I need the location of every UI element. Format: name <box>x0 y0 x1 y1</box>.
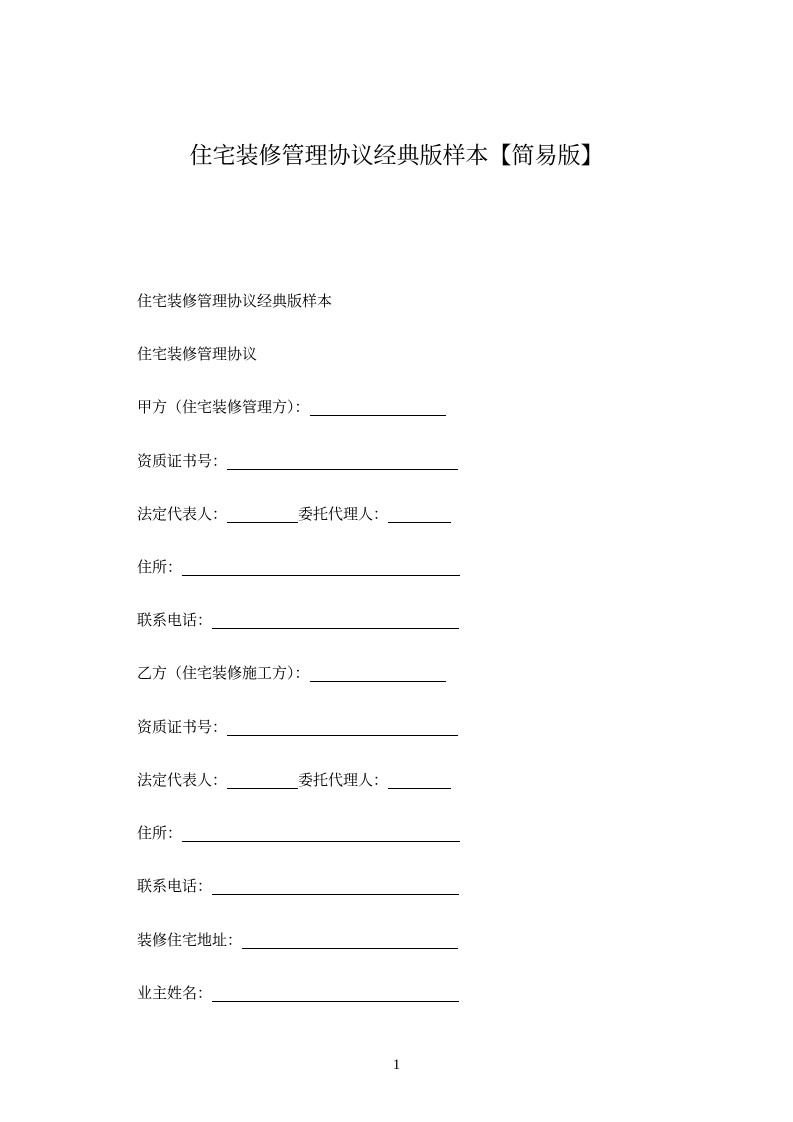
owner-name-label: 业主姓名： <box>137 984 213 1002</box>
party-b-phone-label: 联系电话： <box>137 877 213 895</box>
renovation-address-row <box>137 927 458 953</box>
agreement-name <box>137 341 257 367</box>
renovation-address-label: 装修住宅地址： <box>137 931 243 949</box>
party-b-agent-blank[interactable] <box>388 769 451 789</box>
party-b-legal-rep-blank[interactable] <box>227 769 298 789</box>
party-b-row <box>137 660 446 686</box>
party-a-address-label: 住所： <box>137 558 183 576</box>
party-b-legal-rep-label: 法定代表人： <box>137 771 228 789</box>
party-b-license-label: 资质证书号： <box>137 718 228 736</box>
party-b-blank[interactable] <box>310 662 446 682</box>
party-b-rep-row <box>137 767 451 793</box>
party-b-address-blank[interactable] <box>182 822 460 842</box>
party-b-license-blank[interactable] <box>227 716 458 736</box>
party-a-blank[interactable] <box>310 396 446 416</box>
party-b-address-label: 住所： <box>137 824 183 842</box>
party-a-phone-row <box>137 607 459 633</box>
party-b-phone-row <box>137 873 459 899</box>
party-a-rep-row <box>137 501 451 527</box>
party-a-license-label: 资质证书号： <box>137 452 228 470</box>
party-b-agent-label: 委托代理人： <box>298 771 389 789</box>
party-a-agent-blank[interactable] <box>388 503 451 523</box>
party-a-row <box>137 394 446 420</box>
party-a-legal-rep-label: 法定代表人： <box>137 505 228 523</box>
party-a-license-row <box>137 448 458 474</box>
party-a-license-blank[interactable] <box>227 450 458 470</box>
party-a-agent-label: 委托代理人： <box>298 505 389 523</box>
party-a-address-blank[interactable] <box>182 556 460 576</box>
owner-name-row <box>137 980 459 1006</box>
page-number: 1 <box>392 1057 401 1073</box>
subtitle-text: 住宅装修管理协议经典版样本 <box>137 292 333 310</box>
party-a-address-row <box>137 554 460 580</box>
party-a-phone-blank[interactable] <box>212 609 459 629</box>
owner-name-blank[interactable] <box>212 982 459 1002</box>
party-a-legal-rep-blank[interactable] <box>227 503 298 523</box>
party-b-address-row <box>137 820 460 846</box>
document-title: 住宅装修管理协议经典版样本【简易版】 <box>189 143 604 169</box>
party-b-phone-blank[interactable] <box>212 875 459 895</box>
agreement-name-text: 住宅装修管理协议 <box>137 345 258 363</box>
party-b-label: 乙方（住宅装修施工方）： <box>137 664 310 682</box>
party-a-label: 甲方（住宅装修管理方）： <box>137 398 310 416</box>
document-subtitle <box>137 288 332 314</box>
party-b-license-row <box>137 714 458 740</box>
party-a-phone-label: 联系电话： <box>137 611 213 629</box>
renovation-address-blank[interactable] <box>242 929 458 949</box>
